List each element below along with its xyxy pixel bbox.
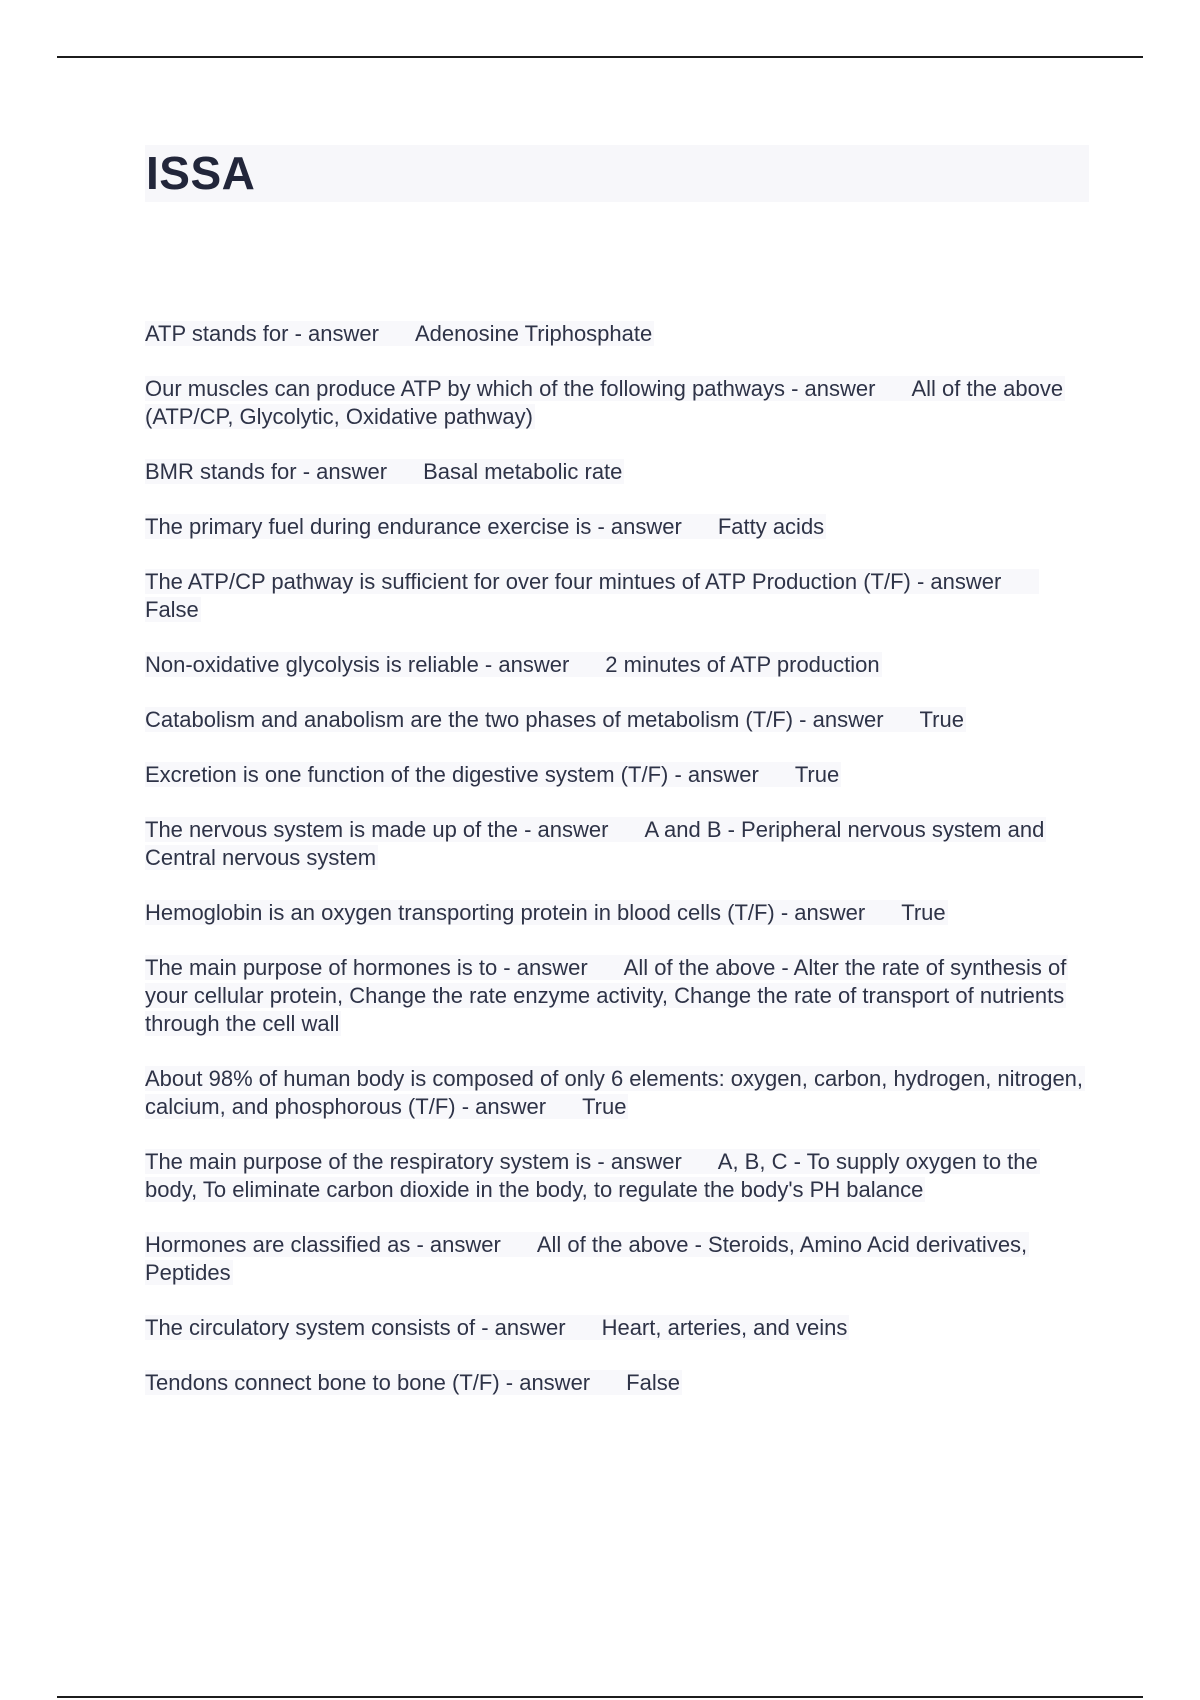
answer-text: 2 minutes of ATP production [605,652,880,677]
bottom-rule [57,1696,1143,1698]
answer-text: Heart, arteries, and veins [601,1315,848,1340]
document-title: ISSA [146,147,256,199]
qa-item [145,816,1089,872]
answer-text: True [582,1094,627,1119]
title-banner [145,145,1089,202]
qa-item [145,320,1089,348]
document-body [145,145,1089,1424]
qa-item [145,899,1089,927]
question-text: The main purpose of hormones is to - answer [145,955,588,980]
qa-item [145,651,1089,679]
top-rule [57,56,1143,58]
qa-item [145,706,1089,734]
question-text: Our muscles can produce ATP by which of the following pathways - answer [145,376,876,401]
answer-text: A and B - Peripheral nervous system and Central nervous system [145,817,1045,870]
question-text: ATP stands for - answer [145,321,379,346]
question-text: The main purpose of the respiratory system is - answer [145,1149,682,1174]
answer-text: True [919,707,964,732]
qa-item [145,513,1089,541]
answer-text: Fatty acids [717,514,825,539]
answer-text: All of the above - Alter the rate of synthesis of your cellular protein, Change the rate enzyme activity, Change the rate of transport of nutrients through the cell wall [145,955,1067,1036]
answer-text: False [145,597,199,622]
qa-item [145,1369,1089,1397]
qa-item [145,1148,1089,1204]
question-text: The ATP/CP pathway is sufficient for over four mintues of ATP Production (T/F) - answer [145,569,1002,594]
qa-item [145,1314,1089,1342]
qa-item [145,568,1089,624]
answer-text: All of the above - Steroids, Amino Acid derivatives, Peptides [145,1232,1028,1285]
qa-list [145,320,1089,1397]
question-text: About 98% of human body is composed of only 6 elements: oxygen, carbon, hydrogen, nitrogen, calcium, and phosphorous (T/F) - answer [145,1066,1084,1119]
question-text: The circulatory system consists of - answer [145,1315,566,1340]
answer-text: True [794,762,840,787]
question-text: BMR stands for - answer [145,459,388,484]
answer-text: A, B, C - To supply oxygen to the body, To eliminate carbon dioxide in the body, to regulate the body's PH balance [145,1149,1038,1202]
question-text: Hormones are classified as - answer [145,1232,501,1257]
qa-item [145,458,1089,486]
answer-text: All of the above (ATP/CP, Glycolytic, Oxidative pathway) [145,376,1064,429]
answer-text: False [626,1370,680,1395]
qa-item [145,375,1089,431]
question-text: Non-oxidative glycolysis is reliable - answer [145,652,570,677]
answer-text: Adenosine Triphosphate [414,321,653,346]
qa-item [145,954,1089,1038]
question-text: The nervous system is made up of the - answer [145,817,609,842]
question-text: Catabolism and anabolism are the two phases of metabolism (T/F) - answer [145,707,884,732]
answer-text: True [901,900,946,925]
qa-item [145,761,1089,789]
answer-text: Basal metabolic rate [423,459,623,484]
question-text: Hemoglobin is an oxygen transporting protein in blood cells (T/F) - answer [145,900,866,925]
question-text: The primary fuel during endurance exercise is - answer [145,514,682,539]
question-text: Tendons connect bone to bone (T/F) - answer [145,1370,591,1395]
qa-item [145,1065,1089,1121]
qa-item [145,1231,1089,1287]
question-text: Excretion is one function of the digestive system (T/F) - answer [145,762,759,787]
